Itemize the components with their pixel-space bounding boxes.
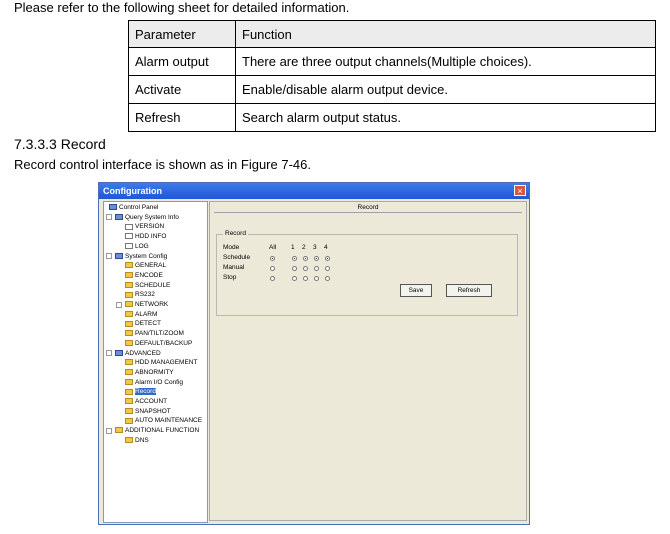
table-row: [129, 48, 656, 76]
tree-item[interactable]: [125, 329, 184, 338]
mode-radio[interactable]: [292, 256, 297, 261]
tree-item-label: ADVANCED: [125, 349, 161, 357]
save-button[interactable]: Save: [400, 284, 432, 297]
tree-item-label: AUTO MAINTENANCE: [135, 417, 203, 425]
mode-radio[interactable]: [292, 266, 297, 271]
mode-radio[interactable]: [270, 276, 275, 281]
tree-item[interactable]: [125, 232, 166, 241]
tree-item-label: HDD MANAGEMENT: [135, 359, 198, 367]
tree-item[interactable]: [125, 300, 168, 309]
panel-title: Record: [357, 204, 379, 211]
tree-expander-icon[interactable]: [106, 428, 112, 434]
document-icon: [125, 224, 133, 230]
config-tree: [103, 201, 208, 523]
folder-icon: [125, 272, 133, 278]
tree-item[interactable]: [125, 358, 197, 367]
row-label: Manual: [223, 264, 245, 271]
parameter-table: [128, 20, 656, 132]
table-cell: Search alarm output status.: [236, 104, 656, 132]
folder-icon: [125, 437, 133, 443]
table-header-cell: Parameter: [129, 21, 236, 48]
tree-item-label: ABNORMITY: [135, 368, 174, 376]
mode-radio[interactable]: [303, 276, 308, 281]
column-label: 1: [291, 244, 295, 251]
tree-item[interactable]: [125, 261, 166, 270]
row-label: Mode: [223, 244, 240, 251]
settings-icon: [115, 253, 123, 259]
window-title: Configuration: [99, 183, 529, 199]
tree-item-label: SCHEDULE: [135, 281, 171, 289]
tree-item-label: VERSION: [135, 223, 165, 231]
settings-icon: [115, 350, 123, 356]
intro-text: Please refer to the following sheet for detailed information.: [14, 0, 350, 15]
tree-expander-icon[interactable]: [106, 350, 112, 356]
tree-item-label: Control Panel: [119, 204, 159, 211]
tree-expander-icon[interactable]: [106, 253, 112, 259]
tree-item-label: Alarm I/O Config: [135, 378, 184, 386]
mode-radio[interactable]: [303, 266, 308, 271]
folder-icon: [125, 379, 133, 385]
tree-item-label: HDD INFO: [135, 233, 167, 241]
mode-radio[interactable]: [314, 276, 319, 281]
tree-item-label: NETWORK: [135, 301, 169, 308]
folder-icon: [125, 359, 133, 365]
mode-radio[interactable]: [325, 276, 330, 281]
row-label: Schedule: [223, 254, 251, 261]
tree-item[interactable]: [115, 213, 179, 222]
tree-item[interactable]: [109, 203, 158, 212]
tree-item-label: Record: [135, 388, 156, 396]
table-cell: Enable/disable alarm output device.: [236, 76, 656, 104]
folder-icon: [125, 321, 133, 327]
folder-icon: [125, 311, 133, 317]
tree-item-label: GENERAL: [135, 262, 167, 270]
document-icon: [125, 233, 133, 239]
tree-item[interactable]: [125, 222, 164, 231]
tree-item[interactable]: [125, 242, 149, 251]
tree-item[interactable]: [125, 339, 192, 348]
section-paragraph: Record control interface is shown as in Figure 7-46.: [14, 157, 311, 172]
group-title: Record: [225, 230, 246, 237]
tree-item[interactable]: [125, 281, 170, 290]
folder-icon: [125, 418, 133, 424]
table-cell: Alarm output: [129, 48, 236, 76]
tree-item-label: RS232: [135, 291, 155, 299]
tree-item[interactable]: [115, 349, 161, 358]
tree-item[interactable]: [125, 368, 174, 377]
table-row: [129, 104, 656, 132]
folder-icon: [125, 408, 133, 414]
tree-item[interactable]: [125, 387, 156, 396]
table-cell: Activate: [129, 76, 236, 104]
tree-item-label: ENCODE: [135, 271, 163, 279]
close-button[interactable]: ×: [514, 185, 526, 196]
tree-item[interactable]: [125, 436, 149, 445]
tree-item[interactable]: [125, 290, 155, 299]
tree-item[interactable]: [125, 407, 171, 416]
tree-expander-icon[interactable]: [116, 302, 122, 308]
mode-radio[interactable]: [325, 256, 330, 261]
column-label: All: [269, 244, 277, 251]
table-cell: There are three output channels(Multiple choices).: [236, 48, 656, 76]
tree-item-label: SNAPSHOT: [135, 407, 171, 415]
tree-item[interactable]: [125, 416, 202, 425]
tree-item-label: DETECT: [135, 320, 161, 328]
mode-radio[interactable]: [270, 266, 275, 271]
document-icon: [125, 243, 133, 249]
mode-radio[interactable]: [303, 256, 308, 261]
refresh-button[interactable]: Refresh: [446, 284, 492, 297]
tree-item-label: Query System Info: [125, 213, 179, 221]
folder-icon: [125, 262, 133, 268]
mode-radio[interactable]: [314, 266, 319, 271]
folder-icon: [125, 340, 133, 346]
divider: [214, 212, 522, 213]
tree-item-label: LOG: [135, 242, 149, 250]
tree-item[interactable]: [125, 397, 167, 406]
tree-item[interactable]: [115, 252, 167, 261]
tree-item-label: DEFAULT/BACKUP: [135, 339, 193, 347]
mode-radio[interactable]: [292, 276, 297, 281]
folder-icon: [125, 282, 133, 288]
settings-icon: [115, 214, 123, 220]
mode-radio[interactable]: [270, 256, 275, 261]
tree-item[interactable]: [125, 378, 183, 387]
folder-icon: [115, 427, 123, 433]
mode-radio[interactable]: [314, 256, 319, 261]
tree-item-label: ACCOUNT: [135, 398, 168, 405]
column-label: 4: [324, 244, 328, 251]
row-label: Stop: [223, 274, 237, 281]
section-heading: 7.3.3.3 Record: [14, 136, 106, 152]
tree-item-label: ADDITIONAL FUNCTION: [125, 427, 200, 435]
table-row: [129, 76, 656, 104]
tree-item[interactable]: [115, 426, 199, 435]
column-label: 3: [313, 244, 317, 251]
tree-item-label: DNS: [135, 436, 149, 444]
record-panel: [209, 201, 527, 521]
folder-icon: [125, 389, 133, 395]
tree-item[interactable]: [125, 271, 163, 280]
tree-item[interactable]: [125, 310, 157, 319]
folder-icon: [125, 330, 133, 336]
folder-icon: [125, 301, 133, 307]
folder-icon: [125, 369, 133, 375]
table-header-row: [129, 21, 656, 48]
configuration-window: [98, 182, 530, 525]
tree-expander-icon[interactable]: [106, 214, 112, 220]
folder-icon: [125, 398, 133, 404]
mode-radio[interactable]: [325, 266, 330, 271]
column-label: 2: [302, 244, 306, 251]
table-header-cell: Function: [236, 21, 656, 48]
tree-item-label: PAN/TILT/ZOOM: [135, 330, 184, 338]
tree-item[interactable]: [125, 319, 161, 328]
record-group: [216, 230, 518, 316]
settings-icon: [109, 204, 117, 210]
tree-item-label: System Config: [125, 252, 168, 260]
tree-item-label: ALARM: [135, 310, 158, 318]
table-cell: Refresh: [129, 104, 236, 132]
folder-icon: [125, 292, 133, 298]
